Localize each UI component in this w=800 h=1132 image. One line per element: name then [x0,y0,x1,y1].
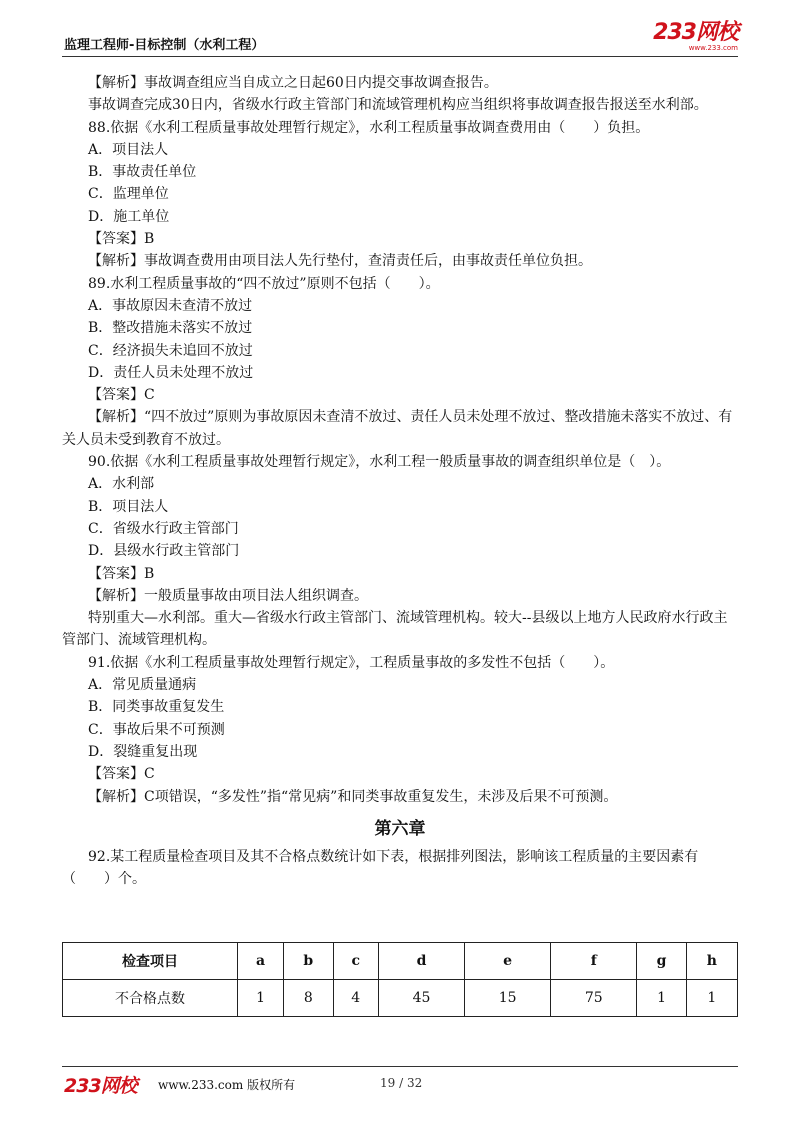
table-header-cell: h [686,943,737,980]
table-cell: 75 [551,980,637,1017]
line-label: 【解析】 [88,75,144,91]
option-line: D．裂缝重复出现 [88,743,198,760]
table-header-row [63,943,738,980]
table-header-cell: b [284,943,333,980]
line-label: 【答案】 [88,387,144,404]
answer-line [62,228,738,250]
paragraph: 90.依据《水利工程质量事故处理暂行规定》，水利工程一般质量事故的调查组织单位是（ ）。 [88,454,671,471]
option-line: A．水利部 [88,476,155,493]
table-header-cell: 检查项目 [63,943,238,980]
option-line: D．施工单位 [88,208,170,225]
paragraph: 89.水利工程质量事故的“四不放过”原则不包括（ ）。 [88,275,440,292]
brand-logo [653,22,738,52]
table-cell: 8 [284,980,333,1017]
option-line: D．县级水行政主管部门 [88,543,240,560]
line-label: 【解析】 [88,409,144,426]
analysis-line [62,250,738,272]
line-text: 事故调查组应当自成立之日起60日内提交事故调查报告。 [144,75,498,91]
paragraph: 88.依据《水利工程质量事故处理暂行规定》，水利工程质量事故调查费用由（ ）负担。 [88,119,650,136]
analysis-line [62,786,738,808]
option-line: B．项目法人 [88,498,169,515]
page-footer [62,1066,738,1097]
option-line: B．同类事故重复发生 [88,699,225,716]
footer-copyright: www.233.com 版权所有 [158,1078,296,1092]
answer-line [62,384,738,406]
chapter-title: 第六章 [374,818,426,839]
page-number: 19 / 32 [380,1076,423,1090]
line-text: C [144,766,155,783]
paragraph: 91.依据《水利工程质量事故处理暂行规定》，工程质量事故的多发性不包括（ ）。 [88,654,615,671]
line-text: “四不放过”原则为事故原因未查清不放过、责任人员未处理不放过、整改措施未落实不放过、有关人员未受到教育不放过。 [62,409,733,448]
table-cell: 不合格点数 [63,980,238,1017]
line-label: 【解析】 [88,587,144,604]
defect-table [62,942,738,1017]
table-cell: 4 [333,980,378,1017]
table-header-cell: a [238,943,284,980]
analysis-line [62,72,738,94]
analysis-line [62,406,738,451]
table-header-cell: g [637,943,686,980]
line-text: C项错误，“多发性”指“常见病”和同类事故重复发生，未涉及后果不可预测。 [144,788,618,805]
option-line: C．事故后果不可预测 [88,721,225,738]
line-text: C [144,387,155,404]
option-line: C．经济损失未追回不放过 [88,342,253,359]
logo-text: 233网校 [653,20,738,45]
table-header-cell: c [333,943,378,980]
line-text: B [144,231,155,248]
paragraph: 事故调查完成30日内，省级水行政主管部门和流域管理机构应当组织将事故调查报告报送至水利部。 [88,97,708,114]
line-text: 事故调查费用由项目法人先行垫付，查清责任后，由事故责任单位负担。 [144,253,592,270]
table-cell: 1 [637,980,686,1017]
line-label: 【答案】 [88,565,144,582]
line-label: 【解析】 [88,253,144,270]
table-cell: 1 [238,980,284,1017]
table-header-cell: e [465,943,551,980]
option-line: C．省级水行政主管部门 [88,520,239,537]
header-title: 监理工程师-目标控制（水利工程） [64,38,265,53]
option-line: B．事故责任单位 [88,164,197,181]
line-text: 一般质量事故由项目法人组织调查。 [144,587,368,604]
answer-line [62,563,738,585]
line-label: 【答案】 [88,231,144,248]
page-header [62,22,738,57]
table-row [63,980,738,1017]
option-line: C．监理单位 [88,186,169,203]
line-text: B [144,565,155,582]
table-cell: 1 [686,980,737,1017]
logo-url: www.233.com [688,44,738,52]
table-header-cell: d [378,943,464,980]
option-line: A．常见质量通病 [88,677,197,694]
table-cell: 45 [378,980,464,1017]
table-header-cell: f [551,943,637,980]
option-line: A．项目法人 [88,141,169,158]
option-line: D．责任人员未处理不放过 [88,364,254,381]
line-label: 【解析】 [88,788,144,805]
answer-line [62,763,738,785]
table-cell: 15 [465,980,551,1017]
line-label: 【答案】 [88,766,144,783]
analysis-line [62,585,738,607]
document-body [62,72,738,891]
footer-logo: 233网校 [64,1075,137,1097]
option-line: A．事故原因未查清不放过 [88,297,253,314]
question-92: 92.某工程质量检查项目及其不合格点数统计如下表，根据排列图法，影响该工程质量的主要因素有（ ）个。 [62,849,699,888]
option-line: B．整改措施未落实不放过 [88,320,253,337]
paragraph: 特别重大—水利部。重大—省级水行政主管部门、流域管理机构。较大--县级以上地方人民政府水行政主管部门、流域管理机构。 [62,610,728,649]
